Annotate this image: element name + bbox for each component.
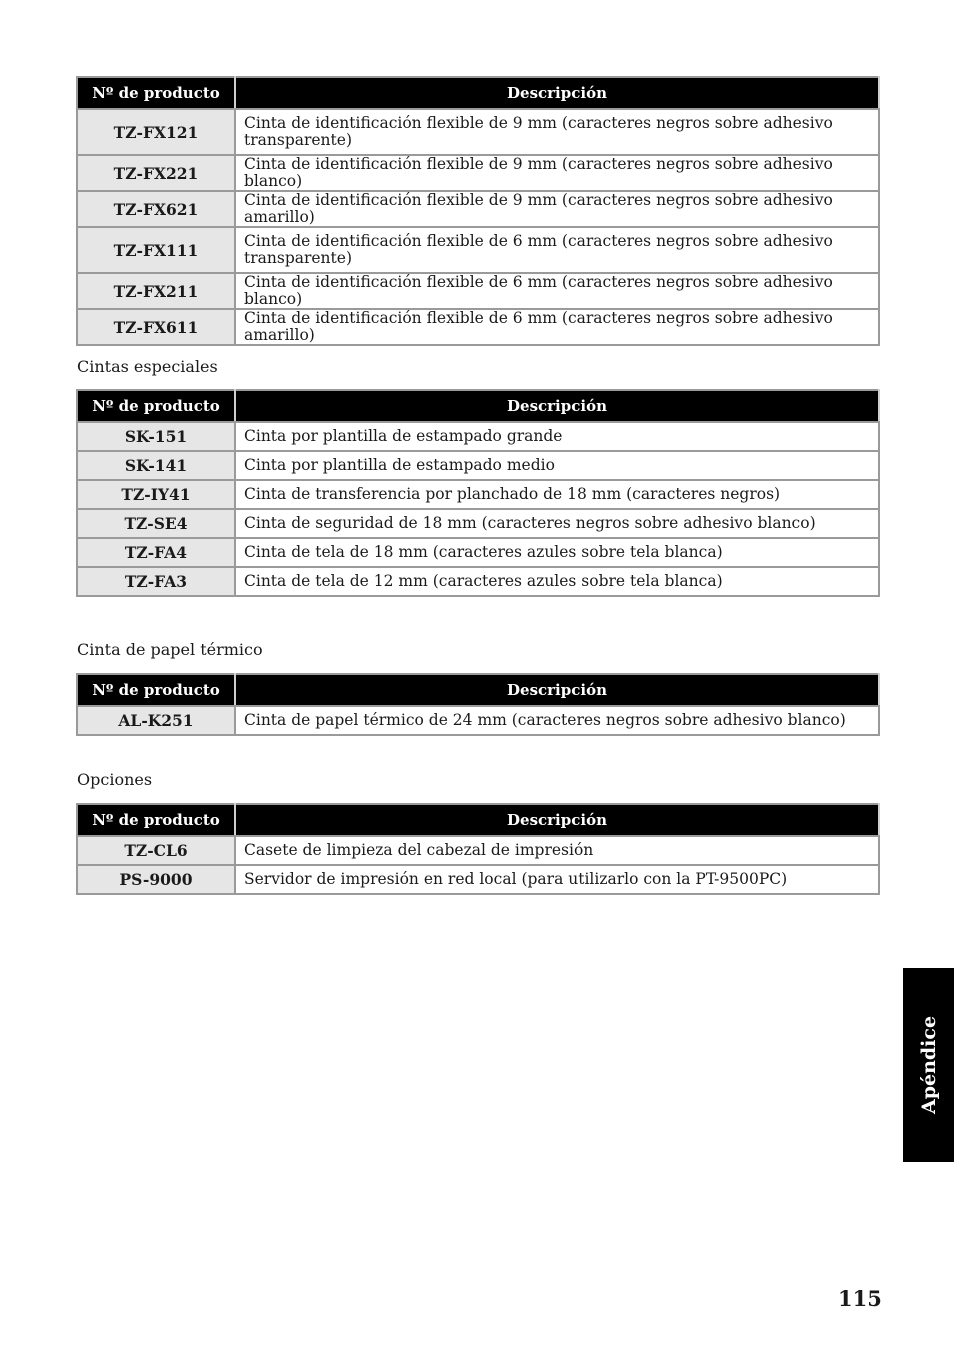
product-description: Cinta de identificación flexible de 6 mm (caracteres negros sobre adhesivo amarillo) (235, 309, 879, 345)
table-row (77, 509, 879, 538)
table-row (77, 706, 879, 735)
product-table-thermal (76, 673, 880, 736)
product-description: Cinta de identificación flexible de 9 mm (caracteres negros sobre adhesivo blanco) (235, 155, 879, 191)
table-row (77, 422, 879, 451)
table-row (77, 273, 879, 309)
product-table-special (76, 389, 880, 597)
product-description: Cinta de identificación flexible de 9 mm (caracteres negros sobre adhesivo transparente) (235, 109, 879, 155)
product-description: Cinta de papel térmico de 24 mm (caracteres negros sobre adhesivo blanco) (235, 706, 879, 735)
product-description: Cinta de tela de 12 mm (caracteres azules sobre tela blanca) (235, 567, 879, 596)
product-description: Servidor de impresión en red local (para utilizarlo con la PT-9500PC) (235, 865, 879, 894)
column-header-product-number: Nº de producto (77, 804, 235, 836)
column-header-product-number: Nº de producto (77, 674, 235, 706)
product-description: Cinta de seguridad de 18 mm (caracteres negros sobre adhesivo blanco) (235, 509, 879, 538)
product-code: TZ-FA4 (77, 538, 235, 567)
product-code: SK-141 (77, 451, 235, 480)
table-row (77, 480, 879, 509)
product-description: Cinta por plantilla de estampado grande (235, 422, 879, 451)
product-table-flexible (76, 76, 880, 346)
product-description: Cinta de identificación flexible de 6 mm (caracteres negros sobre adhesivo transparente) (235, 227, 879, 273)
product-description: Casete de limpieza del cabezal de impresión (235, 836, 879, 865)
table-row (77, 451, 879, 480)
column-header-description: Descripción (235, 804, 879, 836)
product-code: TZ-FX111 (77, 227, 235, 273)
table-row (77, 567, 879, 596)
table-row (77, 309, 879, 345)
table-header-row (77, 674, 879, 706)
product-code: TZ-IY41 (77, 480, 235, 509)
table-header-row (77, 804, 879, 836)
column-header-product-number: Nº de producto (77, 390, 235, 422)
table-row (77, 191, 879, 227)
product-code: TZ-CL6 (77, 836, 235, 865)
product-code: AL-K251 (77, 706, 235, 735)
section-title-options: Opciones (77, 770, 153, 789)
product-code: TZ-FX121 (77, 109, 235, 155)
product-code: TZ-FX211 (77, 273, 235, 309)
table-row (77, 538, 879, 567)
side-tab-label: Apéndice (917, 1015, 940, 1115)
table-header-row (77, 77, 879, 109)
product-code: PS-9000 (77, 865, 235, 894)
table-row (77, 836, 879, 865)
table-row (77, 227, 879, 273)
product-code: TZ-FX611 (77, 309, 235, 345)
product-code: TZ-FX221 (77, 155, 235, 191)
product-description: Cinta de identificación flexible de 6 mm (caracteres negros sobre adhesivo blanco) (235, 273, 879, 309)
column-header-product-number: Nº de producto (77, 77, 235, 109)
product-description: Cinta de identificación flexible de 9 mm (caracteres negros sobre adhesivo amarillo) (235, 191, 879, 227)
product-code: SK-151 (77, 422, 235, 451)
table-row (77, 155, 879, 191)
product-code: TZ-FX621 (77, 191, 235, 227)
column-header-description: Descripción (235, 77, 879, 109)
section-title-special-tapes: Cintas especiales (77, 357, 218, 376)
table-header-row (77, 390, 879, 422)
column-header-description: Descripción (235, 674, 879, 706)
product-description: Cinta de tela de 18 mm (caracteres azules sobre tela blanca) (235, 538, 879, 567)
product-description: Cinta por plantilla de estampado medio (235, 451, 879, 480)
product-description: Cinta de transferencia por planchado de 18 mm (caracteres negros) (235, 480, 879, 509)
table-row (77, 109, 879, 155)
product-table-options (76, 803, 880, 895)
column-header-description: Descripción (235, 390, 879, 422)
section-title-thermal-paper-tape: Cinta de papel térmico (77, 640, 263, 659)
page-number: 115 (838, 1286, 882, 1311)
product-code: TZ-FA3 (77, 567, 235, 596)
section-side-tab (903, 968, 954, 1162)
table-row (77, 865, 879, 894)
product-code: TZ-SE4 (77, 509, 235, 538)
